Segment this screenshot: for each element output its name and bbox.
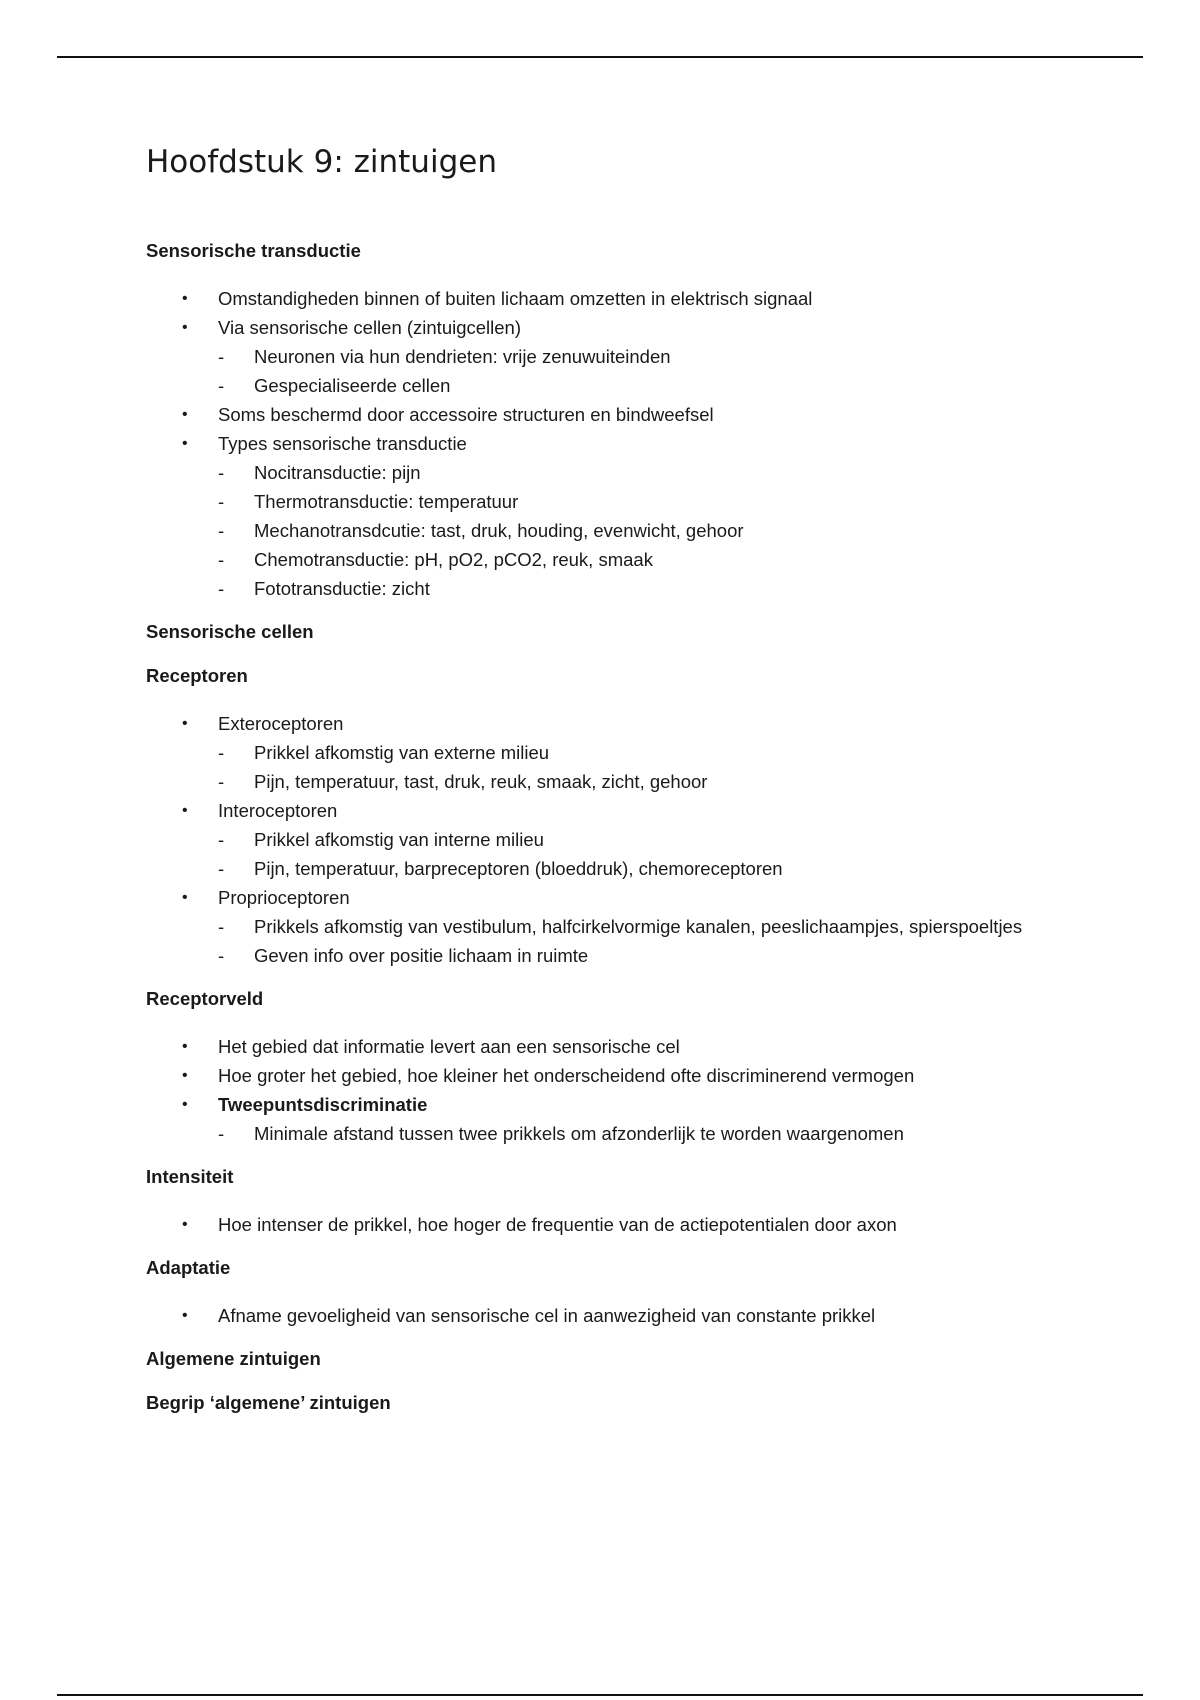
sub-list-item-text: Prikkel afkomstig van externe milieu	[254, 742, 550, 763]
sub-list-item-text: Fototransductie: zicht	[254, 578, 430, 599]
sub-list-item	[218, 912, 1046, 941]
dash-icon: -	[218, 578, 225, 599]
bullet-icon: •	[182, 1216, 188, 1233]
bullet-icon: •	[182, 1038, 188, 1055]
bullet-icon: •	[182, 1067, 188, 1084]
sub-list-item-text: Mechanotransdcutie: tast, druk, houding, evenwicht, gehoor	[254, 520, 744, 541]
bullet-icon: •	[182, 1096, 188, 1113]
list-item	[146, 796, 1046, 883]
list-item	[146, 1090, 1046, 1148]
list-item	[146, 1032, 1046, 1061]
bullet-list	[146, 1032, 1046, 1148]
section-heading: Intensiteit	[146, 1166, 234, 1187]
sub-list-item	[218, 825, 1046, 854]
list-item	[146, 313, 1046, 400]
sub-list-item-text: Thermotransductie: temperatuur	[254, 491, 519, 512]
dash-icon: -	[218, 346, 225, 367]
sub-list	[218, 912, 1046, 970]
list-item	[146, 284, 1046, 313]
bullet-list	[146, 1301, 1046, 1330]
bullet-icon: •	[182, 319, 188, 336]
sub-list-item	[218, 941, 1046, 970]
sub-list-item-text: Nocitransductie: pijn	[254, 462, 421, 483]
dash-icon: -	[218, 549, 225, 570]
sub-list-item-text: Pijn, temperatuur, tast, druk, reuk, smaak, zicht, gehoor	[254, 771, 708, 792]
header-rule	[57, 56, 1143, 58]
list-item	[146, 400, 1046, 429]
bullet-icon: •	[182, 290, 188, 307]
bullet-icon: •	[182, 802, 188, 819]
sub-list-item	[218, 1119, 1046, 1148]
list-item-text: Hoe groter het gebied, hoe kleiner het onderscheidend ofte discriminerend vermogen	[218, 1065, 915, 1086]
list-item-text: Het gebied dat informatie levert aan een sensorische cel	[218, 1036, 680, 1057]
sub-list-item	[218, 342, 1046, 371]
bullet-list	[146, 1210, 1046, 1239]
list-item-text: Interoceptoren	[218, 800, 338, 821]
dash-icon: -	[218, 916, 225, 937]
sub-list-item	[218, 458, 1046, 487]
sub-list-item	[218, 738, 1046, 767]
dash-icon: -	[218, 945, 225, 966]
sub-list-item-text: Gespecialiseerde cellen	[254, 375, 451, 396]
bullet-icon: •	[182, 1307, 188, 1324]
list-item-text: Via sensorische cellen (zintuigcellen)	[218, 317, 522, 338]
list-item-text: Omstandigheden binnen of buiten lichaam omzetten in elektrisch signaal	[218, 288, 813, 309]
section-heading: Adaptatie	[146, 1257, 231, 1278]
sub-list-item-text: Geven info over positie lichaam in ruimte	[254, 945, 589, 966]
list-item	[146, 429, 1046, 603]
list-item	[146, 1301, 1046, 1330]
section-heading: Sensorische transductie	[146, 240, 361, 261]
list-item-text: Hoe intenser de prikkel, hoe hoger de frequentie van de actiepotentialen door axon	[218, 1214, 897, 1235]
list-item-text: Proprioceptoren	[218, 887, 350, 908]
bullet-list	[146, 709, 1046, 970]
list-item	[146, 709, 1046, 796]
section-heading: Receptoren	[146, 665, 248, 686]
sub-list-item-text: Pijn, temperatuur, barpreceptoren (bloeddruk), chemoreceptoren	[254, 858, 783, 879]
dash-icon: -	[218, 375, 225, 396]
sub-list-item-text: Neuronen via hun dendrieten: vrije zenuwuiteinden	[254, 346, 671, 367]
document-page	[146, 140, 1046, 1436]
list-item	[146, 1210, 1046, 1239]
section-heading: Begrip ‘algemene’ zintuigen	[146, 1392, 391, 1413]
page-title: Hoofdstuk 9: zintuigen	[146, 144, 497, 180]
sub-list-item	[218, 371, 1046, 400]
dash-icon: -	[218, 858, 225, 879]
dash-icon: -	[218, 771, 225, 792]
section-heading: Receptorveld	[146, 988, 264, 1009]
list-item-text: Afname gevoeligheid van sensorische cel in aanwezigheid van constante prikkel	[218, 1305, 876, 1326]
section-heading: Algemene zintuigen	[146, 1348, 321, 1369]
bullet-list	[146, 284, 1046, 603]
list-item-text: Exteroceptoren	[218, 713, 344, 734]
bullet-icon: •	[182, 435, 188, 452]
sub-list	[218, 342, 1046, 400]
sub-list-item-text: Minimale afstand tussen twee prikkels om afzonderlijk te worden waargenomen	[254, 1123, 904, 1144]
sub-list-item-text: Chemotransductie: pH, pO2, pCO2, reuk, smaak	[254, 549, 653, 570]
sub-list-item	[218, 854, 1046, 883]
dash-icon: -	[218, 742, 225, 763]
sub-list-item	[218, 516, 1046, 545]
sub-list	[218, 738, 1046, 796]
list-item	[146, 883, 1046, 970]
sub-list	[218, 825, 1046, 883]
sub-list	[218, 458, 1046, 603]
list-item-text: Types sensorische transductie	[218, 433, 467, 454]
section-heading: Sensorische cellen	[146, 621, 314, 642]
dash-icon: -	[218, 829, 225, 850]
list-item-text: Soms beschermd door accessoire structuren en bindweefsel	[218, 404, 714, 425]
footer-rule	[57, 1694, 1143, 1696]
dash-icon: -	[218, 1123, 225, 1144]
dash-icon: -	[218, 491, 225, 512]
list-item-text: Tweepuntsdiscriminatie	[218, 1094, 428, 1115]
bullet-icon: •	[182, 406, 188, 423]
sub-list-item	[218, 487, 1046, 516]
sub-list-item	[218, 574, 1046, 603]
bullet-icon: •	[182, 715, 188, 732]
sub-list-item-text: Prikkel afkomstig van interne milieu	[254, 829, 544, 850]
sub-list-item-text: Prikkels afkomstig van vestibulum, halfcirkelvormige kanalen, peeslichaampjes, spierspoeltjes	[254, 916, 1023, 937]
sub-list	[218, 1119, 1046, 1148]
bullet-icon: •	[182, 889, 188, 906]
sub-list-item	[218, 767, 1046, 796]
dash-icon: -	[218, 520, 225, 541]
list-item	[146, 1061, 1046, 1090]
sub-list-item	[218, 545, 1046, 574]
document-body	[146, 240, 1046, 1414]
dash-icon: -	[218, 462, 225, 483]
